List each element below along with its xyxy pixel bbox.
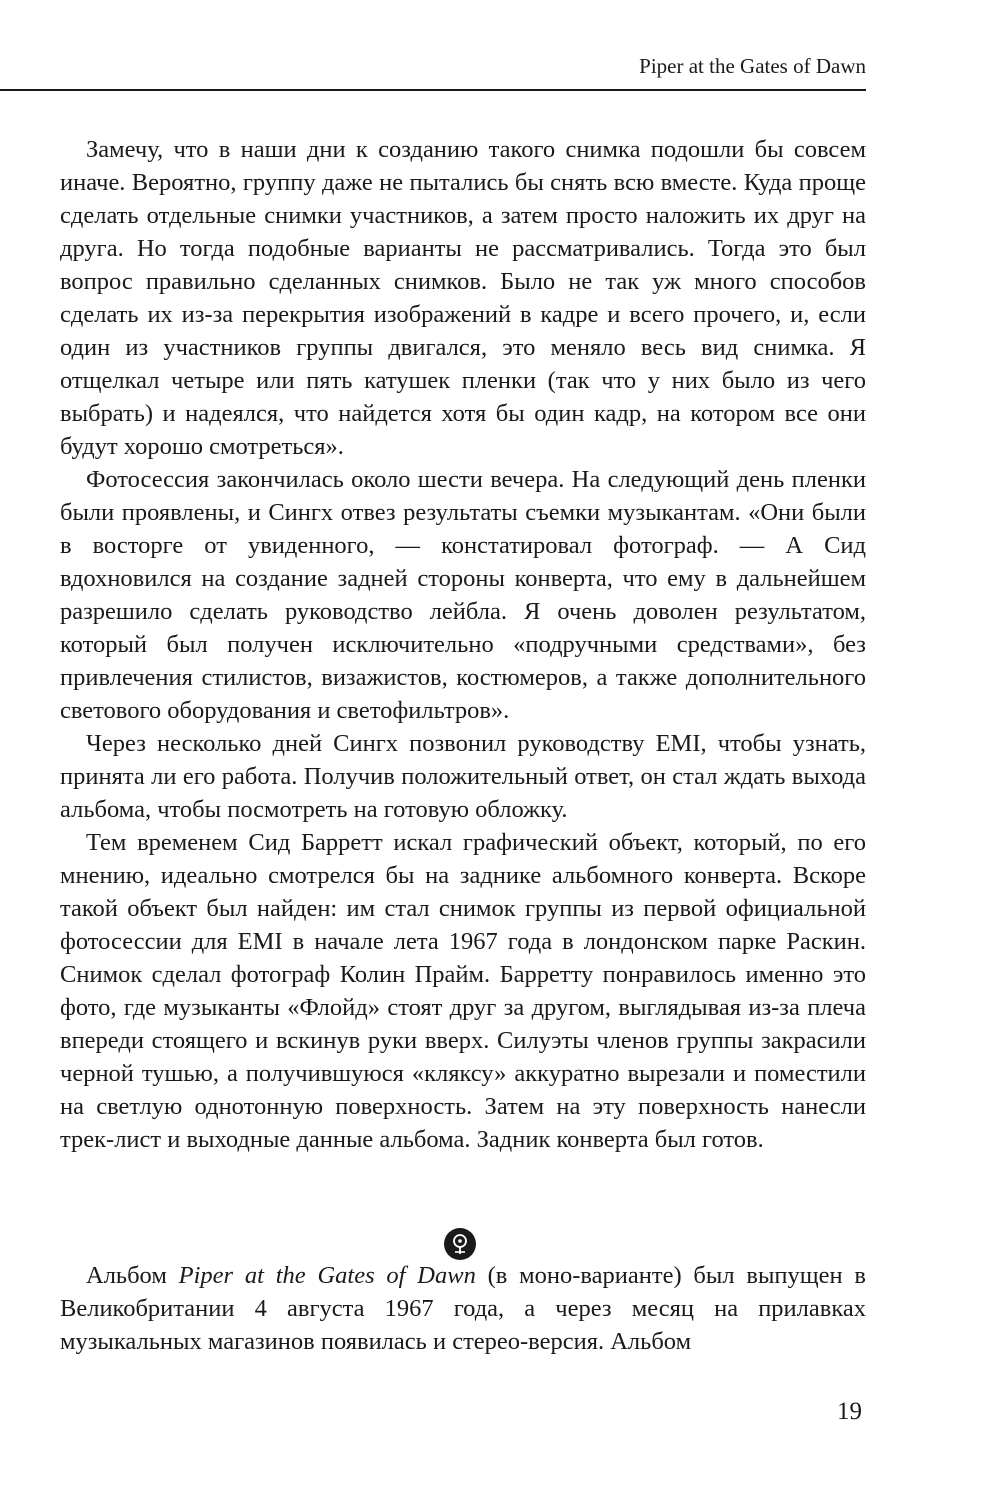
paragraph: Фотосессия закончилась около шести вечера. На следующий день пленки были проявлены, и Сингх отвез результаты съемки музыкантам. «Они были в восторге от увиденного, — констатировал фотограф. — А Сид вдохновился на создание задней стороны конверта, что ему в дальнейшем разрешило сделать руководство лейбла. Я очень доволен результатом, который был получен исключительно «подручными средствами», без привлечения стилистов, визажистов, костюмеров, а также дополнительного светового оборудования и светофильтров». (60, 466, 866, 724)
section-ornament-icon (443, 1227, 477, 1261)
paragraph (60, 1259, 866, 1358)
header-rule (0, 89, 866, 91)
body-text-continued (60, 1259, 866, 1358)
paragraph: Замечу, что в наши дни к созданию такого снимка подошли бы совсем иначе. Вероятно, группу даже не пытались бы снять всю вместе. Куда проще сделать отдельные снимки участников, а затем просто наложить их друг на друга. Но тогда подобные варианты не рассматривались. Тогда это был вопрос правильно сделанных снимков. Было не так уж много способов сделать их из-за перекрытия изображений в кадре и всего прочего, и, если один из участников группы двигался, это меняло весь вид снимка. Я отщелкал четыре или пять катушек пленки (так что у них было из чего выбрать) и надеялся, что найдется хотя бы один кадр, на котором все они будут хорошо смотреться». (60, 136, 866, 460)
paragraph-start: Альбом (86, 1262, 179, 1289)
page-number: 19 (837, 1398, 862, 1425)
running-header: Piper at the Gates of Dawn (639, 54, 866, 78)
paragraph: Тем временем Сид Барретт искал графический объект, который, по его мнению, идеально смотрелся бы на заднике альбомного конверта. Вскоре такой объект был найден: им стал снимок группы из первой официальной фотосессии для EMI в начале лета 1967 года в лондонском парке Раскин. Снимок сделал фотограф Колин Прайм. Барретту понравилось именно это фото, где музыканты «Флойд» стоят друг за другом, выглядывая из-за плеча впереди стоящего и вскинув руки вверх. Силуэты членов группы закрасили черной тушью, а получившуюся «кляксу» аккуратно вырезали и поместили на светлую однотонную поверхность. Затем на эту поверхность нанесли трек-лист и выходные данные альбома. Задник конверта был готов. (60, 829, 866, 1153)
paragraph: Через несколько дней Сингх позвонил руководству EMI, чтобы узнать, принята ли его работа. Получив положительный ответ, он стал ждать выхода альбома, чтобы посмотреть на готовую обложку. (60, 730, 866, 823)
body-text (60, 133, 866, 1156)
album-title: Piper at the Gates of Dawn (178, 1262, 476, 1289)
paragraph-rest: (в моно-варианте) был выпущен в Великобритании 4 августа 1967 года, а через месяц на прилавках музыкальных магазинов появилась и стерео-версия. Альбом (60, 1262, 866, 1355)
